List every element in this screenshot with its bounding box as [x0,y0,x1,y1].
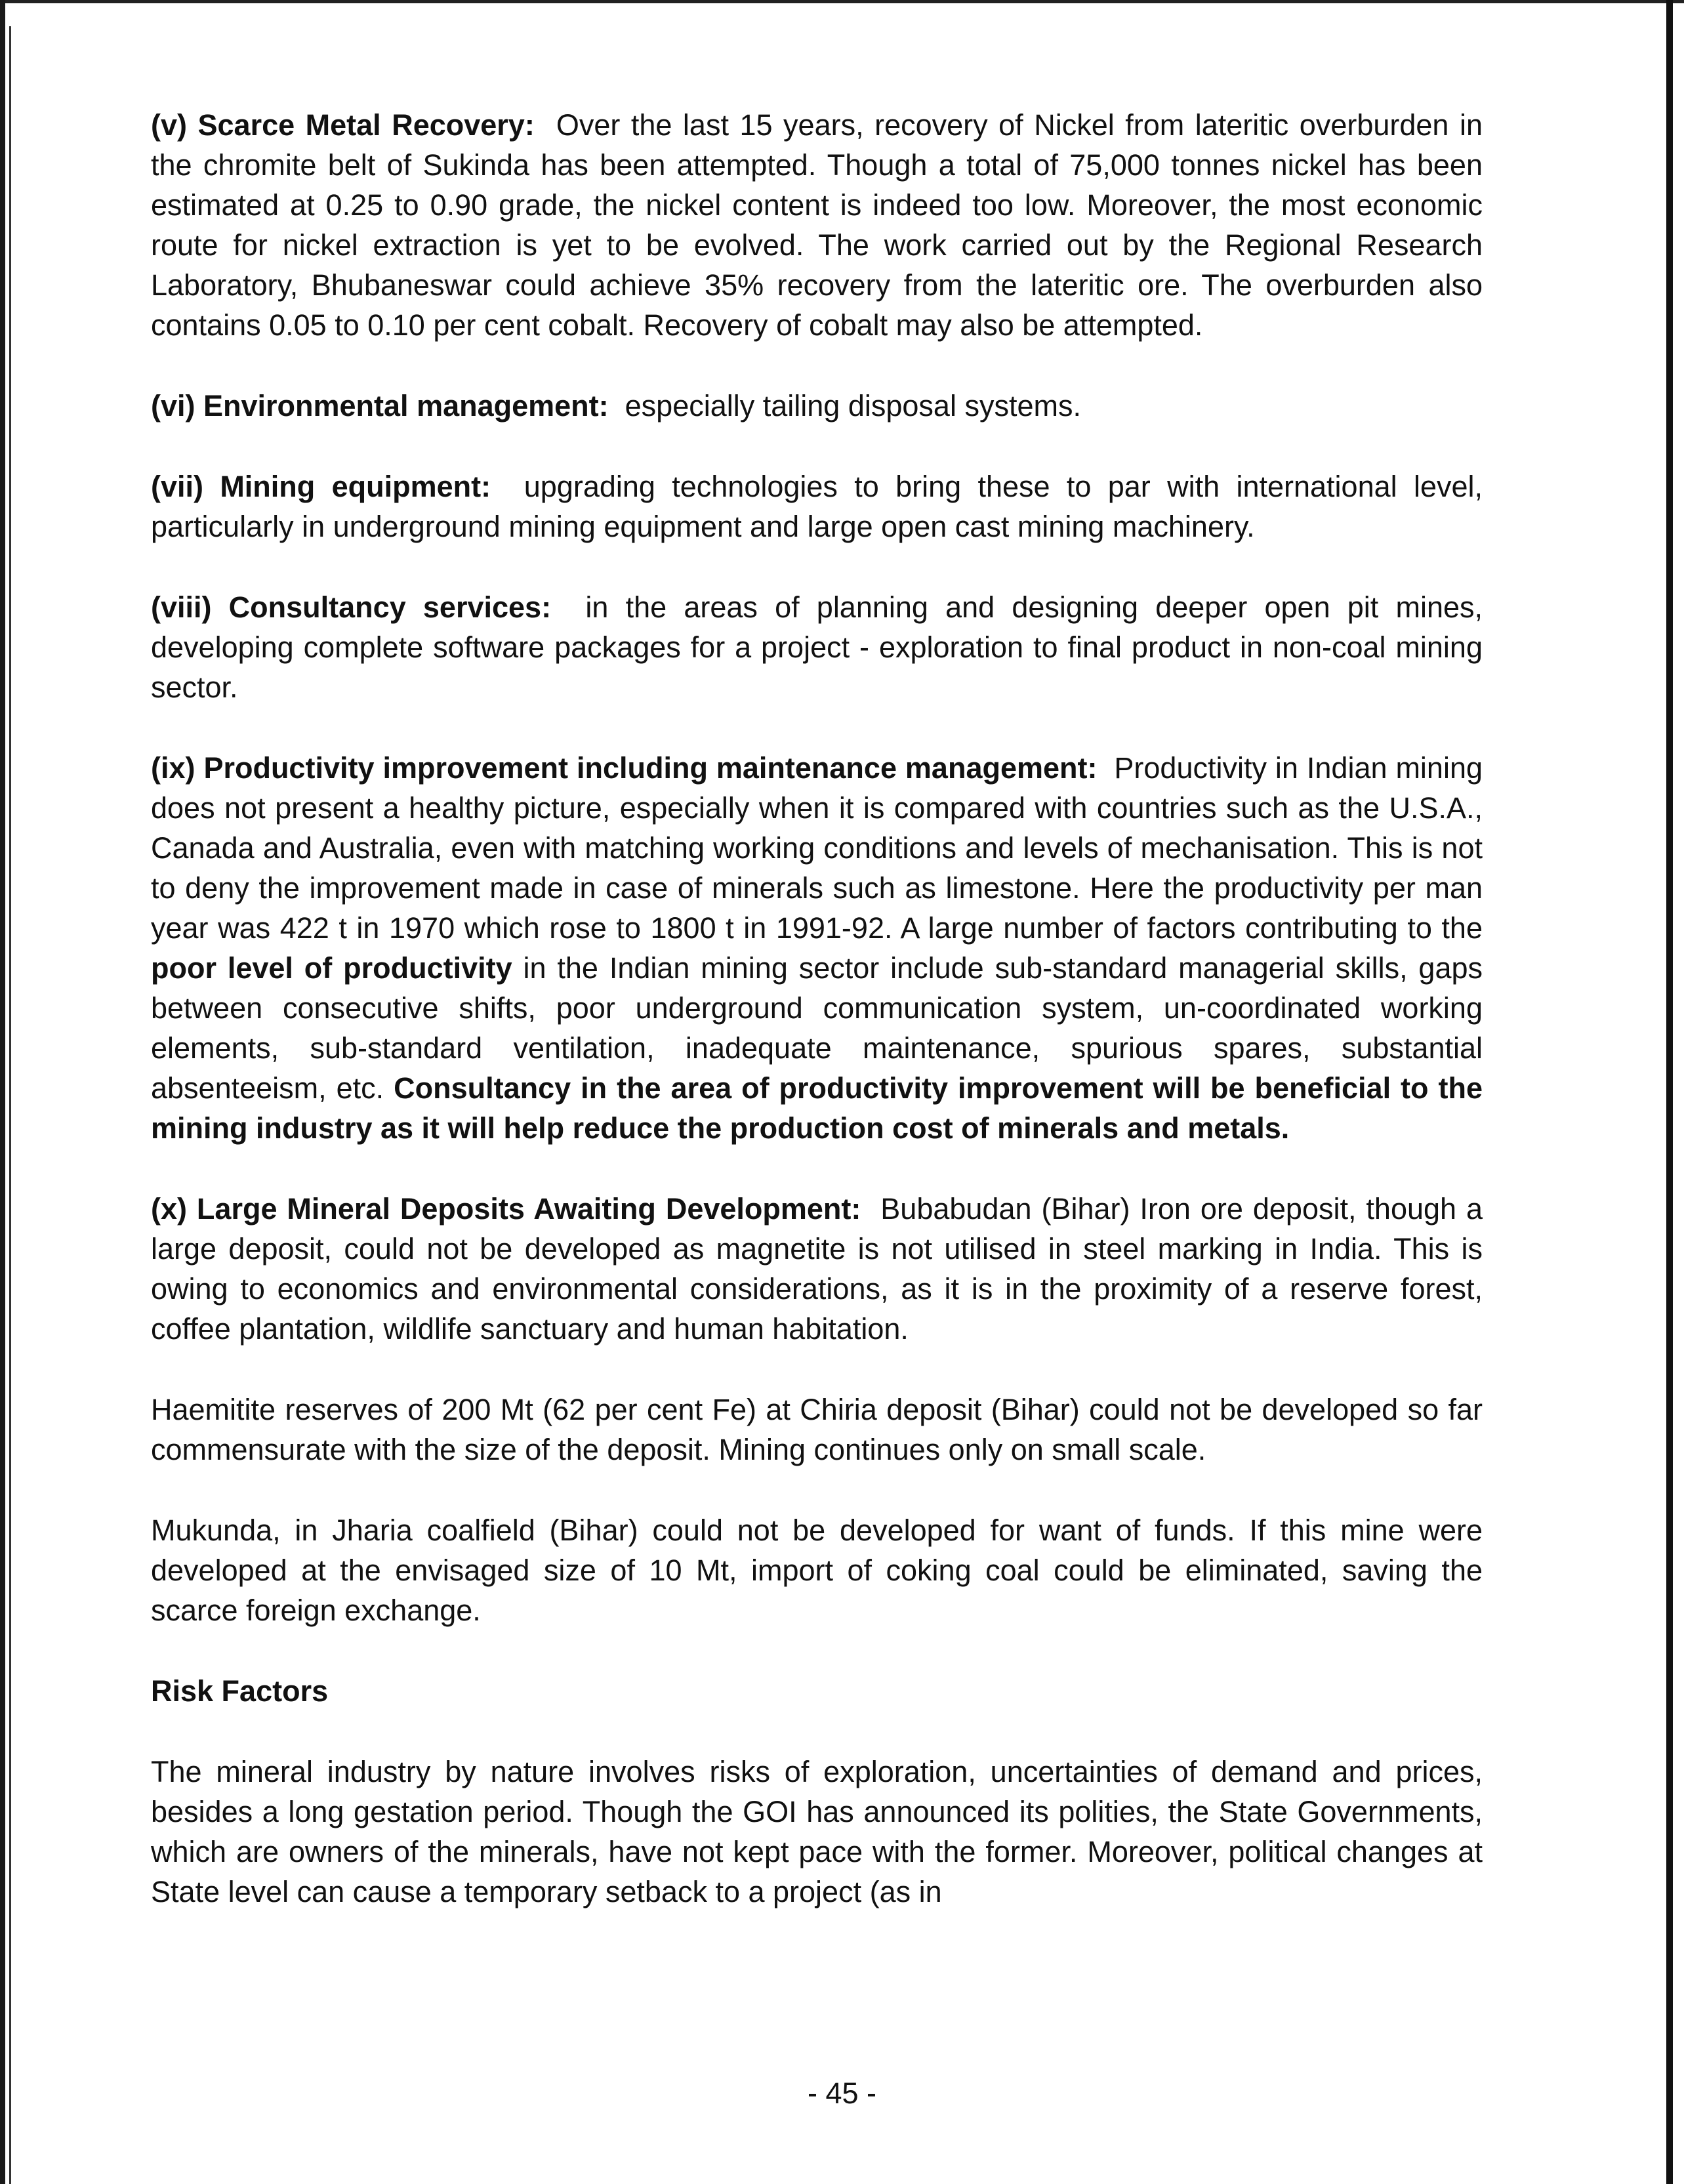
paragraph-body: in the areas of planning and designing deeper open pit mines, developing complete software packages for a project - exploration to final product in non-coal mining sector. [151,590,1483,704]
paragraph-environmental-management [151,386,1483,426]
paragraph-heading: (vi) Environmental management: [151,389,609,422]
paragraph-risk-factors [151,1752,1483,1912]
scan-border-right [1666,0,1673,2184]
paragraph-mining-equipment [151,466,1483,546]
paragraph-heading: (vii) Mining equipment: [151,470,491,503]
paragraph-heading: (viii) Consultancy services: [151,590,552,624]
emphasis-text: poor level of productivity [151,951,512,985]
paragraph-scarce-metal-recovery [151,105,1483,345]
document-page [151,105,1483,1952]
paragraph-body: especially tailing disposal systems. [625,389,1081,422]
paragraph-body: Productivity in Indian mining does not present a healthy picture, especially when it is compared with countries such as the U.S.A., Canada and Australia, even with matching working conditions and levels of mechanisation. This is not to deny the improvement made in case of minerals such as limestone. Here the productivity per man year was 422 t in 1970 which rose to 1800 t in 1991-92. A large number of factors contributing to the [151,751,1483,945]
paragraph-body: Mukunda, in Jharia coalfield (Bihar) could not be developed for want of funds. If this mine were developed at the envisaged size of 10 Mt, import of coking coal could be eliminated, saving the scarce foreign exchange. [151,1514,1483,1627]
paragraph-haematite-reserves [151,1390,1483,1470]
paragraph-heading: (x) Large Mineral Deposits Awaiting Development: [151,1192,861,1226]
paragraph-productivity-improvement [151,748,1483,1148]
paragraph-heading: (ix) Productivity improvement including maintenance management: [151,751,1098,785]
paragraph-body: Over the last 15 years, recovery of Nickel from lateritic overburden in the chromite belt of Sukinda has been attempted. Though a total of 75,000 tonnes nickel has been estimated at 0.25 to 0.90 grade, the nickel content is indeed too low. Moreover, the most economic route for nickel extraction is yet to be evolved. The work carried out by the Regional Research Laboratory, Bhubaneswar could achieve 35% recovery from the lateritic ore. The overburden also contains 0.05 to 0.10 per cent cobalt. Recovery of cobalt may also be attempted. [151,108,1483,342]
scan-border-left [0,0,5,2184]
paragraph-body: The mineral industry by nature involves risks of exploration, uncertainties of demand and prices, besides a long gestation period. Though the GOI has announced its polities, the State Governments, which are owners of the minerals, have not kept pace with the former. Moreover, political changes at State level can cause a temporary setback to a project (as in [151,1755,1483,1908]
section-heading-risk-factors: Risk Factors [151,1674,329,1708]
page-number: - 45 - [807,2076,877,2110]
paragraph-mukunda [151,1510,1483,1630]
paragraph-body: Bubabudan (Bihar) Iron ore deposit, though a large deposit, could not be developed as magnetite is not utilised in steel marking in India. This is owing to economics and environmental considerations, as it is in the proximity of a reserve forest, coffee plantation, wildlife sanctuary and human habitation. [151,1192,1483,1346]
paragraph-body: in the Indian mining sector include sub-standard managerial skills, gaps between consecutive shifts, poor underground communication system, un-coordinated working elements, sub-standard ventilation, inadequate maintenance, spurious spares, substantial absenteeism, etc. [151,951,1483,1105]
paragraph-body: upgrading technologies to bring these to par with international level, particularly in underground mining equipment and large open cast mining machinery. [151,470,1483,543]
paragraph-heading: (v) Scarce Metal Recovery: [151,108,535,142]
scan-border-top [0,0,1684,3]
paragraph-body: Haemitite reserves of 200 Mt (62 per cent Fe) at Chiria deposit (Bihar) could not be developed so far commensurate with the size of the deposit. Mining continues only on small scale. [151,1393,1483,1466]
paragraph-consultancy-services [151,587,1483,707]
scan-border-left-inner [9,26,11,2184]
emphasis-text: Consultancy in the area of productivity improvement will be beneficial to the mining industry as it will help reduce the production cost of minerals and metals. [151,1071,1483,1145]
paragraph-large-mineral-deposits [151,1189,1483,1349]
